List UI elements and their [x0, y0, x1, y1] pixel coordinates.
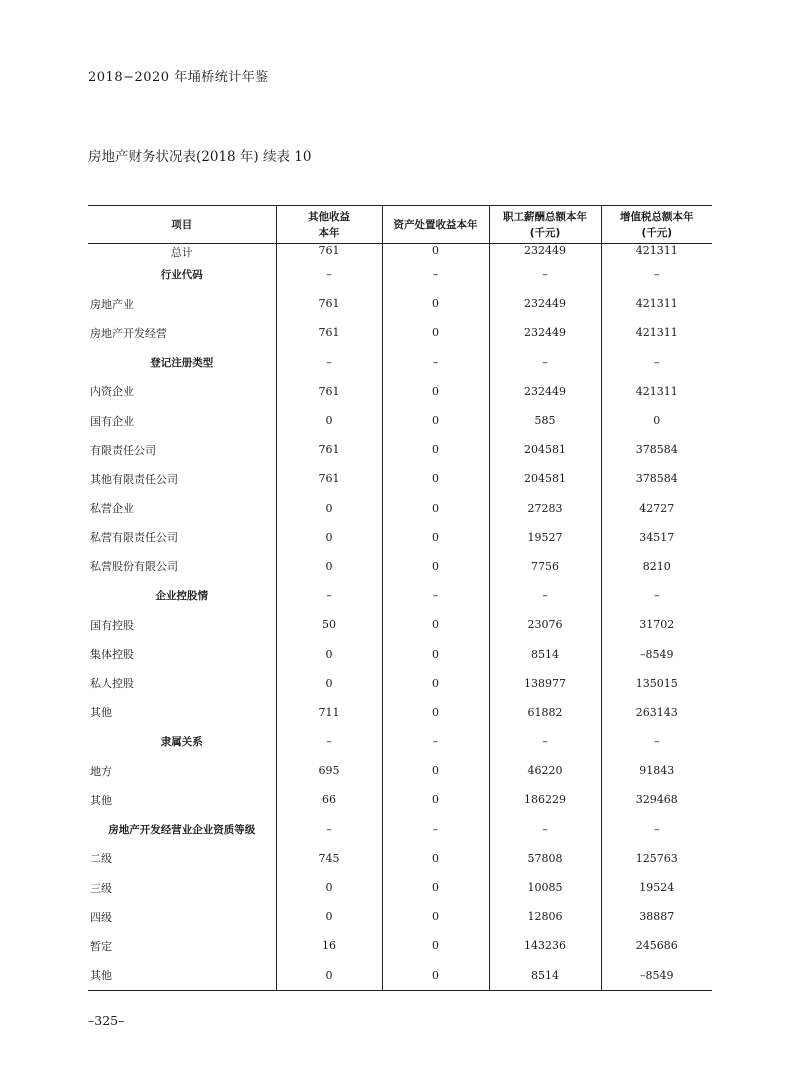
total-row [88, 244, 712, 261]
table-row [88, 406, 712, 435]
row-label: 地方 [90, 764, 112, 778]
payroll-cell: 7756 [489, 552, 601, 581]
asset-disposal-cell: 0 [382, 464, 489, 493]
vat-cell: 34517 [601, 523, 712, 552]
column-header-other-income: 其他收益 本年 [276, 206, 382, 244]
row-label: 房地产业 [90, 297, 134, 311]
table-body [88, 244, 712, 991]
payroll-cell: – [489, 815, 601, 844]
page-number: –325– [88, 1013, 125, 1028]
row-label: 二级 [90, 852, 112, 866]
other-income-cell: 16 [276, 931, 382, 960]
row-label: 私营股份有限公司 [90, 560, 178, 574]
table-row [88, 318, 712, 347]
asset-disposal-cell: 0 [382, 494, 489, 523]
row-label: 房地产开发经营 [90, 326, 167, 340]
other-income-cell: 0 [276, 552, 382, 581]
row-label: 三级 [90, 881, 112, 895]
payroll-cell: 204581 [489, 435, 601, 464]
table-row [88, 844, 712, 873]
payroll-cell: 204581 [489, 464, 601, 493]
other-income-cell: 745 [276, 844, 382, 873]
other-income-cell: 761 [276, 289, 382, 318]
asset-disposal-cell: 0 [382, 639, 489, 668]
table-row [88, 494, 712, 523]
other-income-cell: 0 [276, 406, 382, 435]
vat-cell: – [601, 815, 712, 844]
table-row [88, 435, 712, 464]
vat-cell: 378584 [601, 435, 712, 464]
asset-disposal-cell: 0 [382, 902, 489, 931]
vat-cell: 421311 [601, 377, 712, 406]
table-caption: 房地产财务状况表(2018 年) 续表 10 [88, 149, 312, 165]
table-row [88, 639, 712, 668]
real-estate-finance-table [88, 205, 712, 991]
row-label: 房地产开发经营业企业资质等级 [108, 823, 256, 836]
vat-cell: 19524 [601, 873, 712, 902]
other-income-cell: – [276, 727, 382, 756]
table-row [88, 523, 712, 552]
asset-disposal-cell: 0 [382, 435, 489, 464]
other-income-cell: 711 [276, 698, 382, 727]
vat-cell: 38887 [601, 902, 712, 931]
asset-disposal-cell: 0 [382, 552, 489, 581]
vat-cell: 91843 [601, 756, 712, 785]
column-header-asset-disposal: 资产处置收益本年 [382, 206, 489, 244]
asset-disposal-cell: – [382, 260, 489, 289]
table-row [88, 756, 712, 785]
row-label: 私营企业 [90, 502, 134, 516]
vat-cell: 421311 [601, 289, 712, 318]
payroll-cell: 57808 [489, 844, 601, 873]
payroll-cell: 585 [489, 406, 601, 435]
payroll-cell: 27283 [489, 494, 601, 523]
table-row [88, 610, 712, 639]
payroll-cell: 10085 [489, 873, 601, 902]
payroll-cell: 8514 [489, 961, 601, 991]
vat-cell: –8549 [601, 961, 712, 991]
vat-cell: 378584 [601, 464, 712, 493]
asset-disposal-cell: 0 [382, 610, 489, 639]
asset-disposal-cell: 0 [382, 523, 489, 552]
payroll-cell: 61882 [489, 698, 601, 727]
row-label: 集体控股 [90, 648, 134, 662]
table-row [88, 902, 712, 931]
payroll-cell: – [489, 260, 601, 289]
vat-cell: –8549 [601, 639, 712, 668]
row-label: 内资企业 [90, 385, 134, 399]
row-label: 登记注册类型 [150, 356, 214, 369]
row-label: 国有控股 [90, 618, 134, 632]
vat-cell: – [601, 348, 712, 377]
payroll-cell: 46220 [489, 756, 601, 785]
column-header-item: 项目 [88, 206, 276, 244]
row-label: 私营有限责任公司 [90, 531, 178, 545]
row-label: 其他 [90, 706, 112, 720]
payroll-cell: 23076 [489, 610, 601, 639]
asset-disposal-cell: 0 [382, 873, 489, 902]
asset-disposal-cell: 0 [382, 844, 489, 873]
row-label: 总计 [170, 246, 193, 259]
payroll-cell: 232449 [489, 377, 601, 406]
header-row [88, 206, 712, 244]
vat-cell: 8210 [601, 552, 712, 581]
asset-disposal-cell: 0 [382, 669, 489, 698]
asset-disposal-cell: – [382, 727, 489, 756]
statistics-table-container [88, 205, 712, 991]
other-income-cell: 66 [276, 785, 382, 814]
other-income-cell: – [276, 581, 382, 610]
other-income-cell: 761 [276, 244, 382, 261]
row-label: 行业代码 [160, 269, 203, 282]
vat-cell: 31702 [601, 610, 712, 639]
payroll-cell: 143236 [489, 931, 601, 960]
other-income-cell: 0 [276, 494, 382, 523]
row-label: 其他 [90, 793, 112, 807]
payroll-cell: 12806 [489, 902, 601, 931]
payroll-cell: 19527 [489, 523, 601, 552]
other-income-cell: – [276, 348, 382, 377]
other-income-cell: 0 [276, 523, 382, 552]
page-header: 2018−2020 年埇桥统计年鉴 [88, 70, 269, 85]
table-row [88, 377, 712, 406]
asset-disposal-cell: 0 [382, 377, 489, 406]
payroll-cell: 138977 [489, 669, 601, 698]
row-label: 国有企业 [90, 414, 134, 428]
vat-cell: 135015 [601, 669, 712, 698]
table-row [88, 669, 712, 698]
table-row [88, 552, 712, 581]
asset-disposal-cell: 0 [382, 318, 489, 347]
other-income-cell: – [276, 815, 382, 844]
row-label: 其他 [90, 969, 112, 983]
vat-cell: – [601, 260, 712, 289]
payroll-cell: – [489, 348, 601, 377]
row-label: 其他有限责任公司 [90, 472, 178, 486]
payroll-cell: 8514 [489, 639, 601, 668]
other-income-cell: 695 [276, 756, 382, 785]
other-income-cell: 0 [276, 873, 382, 902]
other-income-cell: 0 [276, 961, 382, 991]
table-row [88, 785, 712, 814]
row-label: 隶属关系 [160, 736, 203, 749]
section-row [88, 815, 712, 844]
section-row [88, 260, 712, 289]
other-income-cell: 761 [276, 435, 382, 464]
asset-disposal-cell: – [382, 815, 489, 844]
vat-cell: 245686 [601, 931, 712, 960]
row-label: 四级 [90, 910, 112, 924]
vat-cell: 329468 [601, 785, 712, 814]
asset-disposal-cell: 0 [382, 698, 489, 727]
vat-cell: – [601, 581, 712, 610]
asset-disposal-cell: – [382, 581, 489, 610]
other-income-cell: 0 [276, 669, 382, 698]
other-income-cell: 0 [276, 639, 382, 668]
payroll-cell: 232449 [489, 318, 601, 347]
other-income-cell: 761 [276, 377, 382, 406]
asset-disposal-cell: – [382, 348, 489, 377]
asset-disposal-cell: 0 [382, 961, 489, 991]
table-row [88, 961, 712, 991]
payroll-cell: 186229 [489, 785, 601, 814]
vat-cell: 42727 [601, 494, 712, 523]
other-income-cell: 761 [276, 318, 382, 347]
asset-disposal-cell: 0 [382, 289, 489, 318]
asset-disposal-cell: 0 [382, 756, 489, 785]
asset-disposal-cell: 0 [382, 785, 489, 814]
row-label: 私人控股 [90, 677, 134, 691]
other-income-cell: – [276, 260, 382, 289]
table-row [88, 931, 712, 960]
asset-disposal-cell: 0 [382, 406, 489, 435]
row-label: 有限责任公司 [90, 443, 156, 457]
asset-disposal-cell: 0 [382, 931, 489, 960]
row-label: 企业控股情 [155, 590, 208, 603]
vat-cell: 125763 [601, 844, 712, 873]
table-row [88, 289, 712, 318]
section-row [88, 348, 712, 377]
vat-cell: 421311 [601, 318, 712, 347]
other-income-cell: 761 [276, 464, 382, 493]
table-row [88, 873, 712, 902]
vat-cell: 263143 [601, 698, 712, 727]
vat-cell: – [601, 727, 712, 756]
table-header [88, 206, 712, 244]
payroll-cell: – [489, 581, 601, 610]
vat-cell: 0 [601, 406, 712, 435]
other-income-cell: 50 [276, 610, 382, 639]
table-row [88, 464, 712, 493]
other-income-cell: 0 [276, 902, 382, 931]
payroll-cell: 232449 [489, 289, 601, 318]
column-header-payroll: 职工薪酬总额本年 (千元) [489, 206, 601, 244]
section-row [88, 727, 712, 756]
column-header-vat: 增值税总额本年 (千元) [601, 206, 712, 244]
section-row [88, 581, 712, 610]
vat-cell: 421311 [601, 244, 712, 261]
row-label: 暂定 [90, 939, 112, 953]
asset-disposal-cell: 0 [382, 244, 489, 261]
payroll-cell: 232449 [489, 244, 601, 261]
table-row [88, 698, 712, 727]
payroll-cell: – [489, 727, 601, 756]
